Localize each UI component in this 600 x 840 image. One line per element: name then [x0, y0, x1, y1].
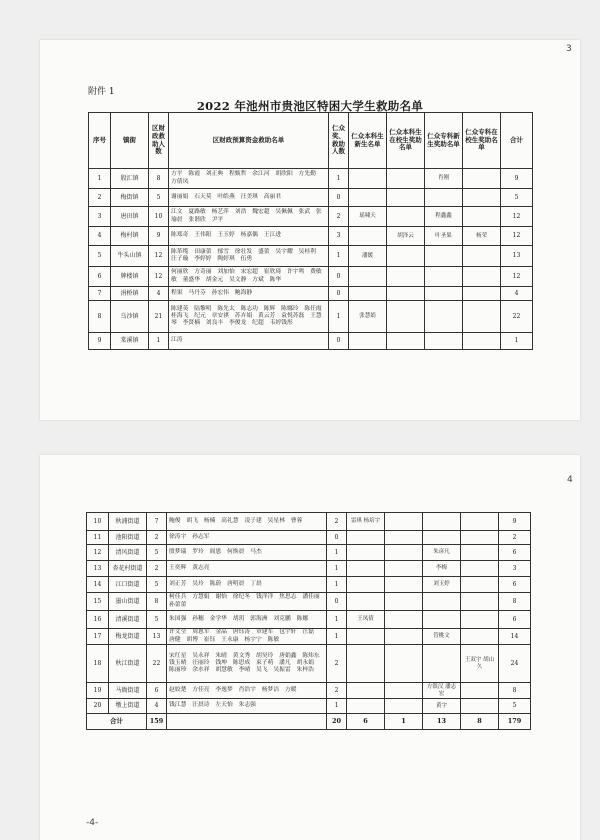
town-name: 马衙街道 — [109, 683, 147, 699]
table-row — [87, 513, 531, 531]
district-names: 江文 夏路敏 杨艺萍 刘浩 魏宏超 吴佩佩 张武 张瑜晨 张谐欣 尹平 — [169, 207, 329, 227]
town-name: 梅街镇 — [111, 189, 149, 207]
row-number: 5 — [89, 246, 111, 267]
district-count: 10 — [149, 207, 169, 227]
row-total: 24 — [499, 645, 531, 683]
undergrad-current — [385, 699, 423, 714]
undergrad-current — [385, 683, 423, 699]
row-number: 4 — [89, 227, 111, 246]
row-total: 6 — [499, 577, 531, 593]
undergrad-new — [349, 287, 387, 301]
row-number: 11 — [87, 531, 109, 545]
row-total: 13 — [501, 246, 533, 267]
table-row — [87, 545, 531, 561]
col-header-college-current: 仁众专科在校生奖助名单 — [463, 113, 501, 169]
district-names: 许文莹 周恩军 金晶 唐钰涛 章建军 包宇轩 汪磊 唐健 胡博 崔钰 王永康 杨宇宁 陈敏 — [167, 629, 327, 645]
district-names: 程果 马丹芬 孙宏伟 鲍海静 — [169, 287, 329, 301]
district-names: 宋红星 吴永祥 朱晴 黄文秀 胡昊玲 唐娟鑫 陈炜东 钱玉晴 汪丽玲 钱坤 陈思成 束子萌 潘凡 胡永娟 陈丽珍 余水祥 胡慧敏 李晴 吴飞 吴振雷 朱梓浩 — [167, 645, 327, 683]
district-names: 谢丽娟 石天莫 叶皓燕 汪美琪 高丽君 — [169, 189, 329, 207]
table-row — [87, 699, 531, 714]
town-name: 涓桥镇 — [111, 287, 149, 301]
town-name: 墩上街道 — [109, 699, 147, 714]
footer-page-number: -4- — [86, 818, 99, 828]
table-row — [89, 227, 533, 246]
town-name: 梅村镇 — [111, 227, 149, 246]
table-row — [89, 189, 533, 207]
district-names: 赵姣楚 方佳亮 李逸梦 肖浩宇 杨梦洁 方暖 — [167, 683, 327, 699]
college-new: 管桃文 — [423, 629, 461, 645]
town-name: 池阳街道 — [109, 531, 147, 545]
undergrad-new — [349, 267, 387, 287]
undergrad-new — [349, 333, 387, 350]
district-count: 5 — [147, 577, 167, 593]
college-current — [461, 531, 499, 545]
district-count: 4 — [147, 699, 167, 714]
district-names: 刘正芳 吴玲 陈蔚 唐明晨 丁晨 — [167, 577, 327, 593]
college-new: 方银汉 潘志宏 — [423, 683, 461, 699]
total-renzhong-count: 20 — [327, 714, 347, 730]
undergrad-current — [385, 645, 423, 683]
row-total: 1 — [501, 333, 533, 350]
college-new: 黄宇 — [423, 699, 461, 714]
town-name: 杏花村街道 — [109, 561, 147, 577]
undergrad-current — [387, 246, 425, 267]
document-page-2 — [40, 455, 580, 840]
undergrad-new — [347, 545, 385, 561]
district-count: 7 — [147, 513, 167, 531]
town-name: 秋江街道 — [109, 645, 147, 683]
college-new — [425, 301, 463, 333]
college-current — [463, 301, 501, 333]
undergrad-current — [387, 169, 425, 189]
town-name: 秋浦街道 — [109, 513, 147, 531]
college-new: 刘玉婷 — [423, 577, 461, 593]
row-total: 6 — [499, 611, 531, 629]
row-number: 6 — [89, 267, 111, 287]
district-count: 21 — [149, 301, 169, 333]
undergrad-new — [347, 629, 385, 645]
college-new — [425, 246, 463, 267]
undergrad-new: 张慧娟 — [349, 301, 387, 333]
undergrad-new — [349, 169, 387, 189]
renzhong-count: 2 — [327, 645, 347, 683]
table-row — [87, 531, 531, 545]
undergrad-new — [347, 593, 385, 611]
row-total: 8 — [499, 683, 531, 699]
college-new — [423, 531, 461, 545]
undergrad-current — [385, 513, 423, 531]
col-header-renzhong-count: 仁众奖、救助人数 — [329, 113, 349, 169]
row-number: 7 — [89, 287, 111, 301]
row-number: 1 — [89, 169, 111, 189]
college-current: 王双宇 胡山久 — [461, 645, 499, 683]
undergrad-current — [385, 561, 423, 577]
renzhong-count: 1 — [327, 545, 347, 561]
renzhong-count: 2 — [329, 207, 349, 227]
col-header-college-new: 仁众专科新生奖助名单 — [425, 113, 463, 169]
renzhong-count: 0 — [327, 593, 347, 611]
town-name: 江口街道 — [109, 577, 147, 593]
row-number: 3 — [89, 207, 111, 227]
col-header-undergrad-new: 仁众本科生新生名单 — [349, 113, 387, 169]
table-row — [89, 301, 533, 333]
table-row — [87, 629, 531, 645]
row-total: 6 — [499, 545, 531, 561]
undergrad-new — [347, 699, 385, 714]
college-current — [461, 699, 499, 714]
college-current — [461, 611, 499, 629]
college-current — [463, 189, 501, 207]
college-new: 肖刚 — [425, 169, 463, 189]
undergrad-current: 胡泽云 — [387, 227, 425, 246]
renzhong-count: 3 — [329, 227, 349, 246]
row-total: 8 — [499, 593, 531, 611]
college-current — [461, 545, 499, 561]
district-count: 12 — [149, 267, 169, 287]
undergrad-current — [387, 189, 425, 207]
undergrad-current — [385, 611, 423, 629]
district-names: 鲍俊 胡飞 杨楠 高礼慧 凌子建 吴星林 曹蓉 — [167, 513, 327, 531]
undergrad-new — [347, 577, 385, 593]
total-row — [87, 714, 531, 730]
district-names: 陈郑奇 王伟阳 王玉婷 杨嘉偶 王江进 — [169, 227, 329, 246]
district-count: 12 — [149, 246, 169, 267]
college-new — [423, 645, 461, 683]
district-count: 6 — [147, 683, 167, 699]
col-header-total: 合计 — [501, 113, 533, 169]
table-row — [87, 577, 531, 593]
table-row — [89, 169, 533, 189]
renzhong-count: 0 — [329, 333, 349, 350]
row-total: 12 — [501, 227, 533, 246]
total-undergrad-current: 1 — [385, 714, 423, 730]
table-row — [89, 246, 533, 267]
district-names: 何丽欣 方奇丽 刘加怡 宋宏超 崔欣琦 许宇鸣 费敏敏 董盛华 胡金元 吴文静 方斌 陈华 — [169, 267, 329, 287]
table-row — [89, 287, 533, 301]
table-row — [87, 611, 531, 629]
row-total: 12 — [501, 267, 533, 287]
district-names: 朱国强 孙穗 金学华 胡玥 郭海洲 刘克鹏 陈娜 — [167, 611, 327, 629]
town-name: 棠溪镇 — [111, 333, 149, 350]
row-number: 12 — [87, 545, 109, 561]
undergrad-current — [387, 207, 425, 227]
undergrad-current — [387, 301, 425, 333]
renzhong-count: 1 — [327, 699, 347, 714]
table-header-row — [89, 113, 533, 169]
town-name: 殷汇镇 — [111, 169, 149, 189]
total-label: 合计 — [87, 714, 147, 730]
renzhong-count: 1 — [329, 301, 349, 333]
undergrad-new: 潘媛 — [349, 246, 387, 267]
row-number: 14 — [87, 577, 109, 593]
row-number: 15 — [87, 593, 109, 611]
renzhong-count: 2 — [327, 683, 347, 699]
row-total: 3 — [499, 561, 531, 577]
college-new: 程鑫鑫 — [425, 207, 463, 227]
undergrad-new: 瑶啸天 — [349, 207, 387, 227]
town-name: 牌楼镇 — [111, 267, 149, 287]
undergrad-new — [347, 645, 385, 683]
town-name: 唐田镇 — [111, 207, 149, 227]
district-count: 5 — [147, 611, 167, 629]
renzhong-count: 1 — [329, 169, 349, 189]
renzhong-count: 0 — [329, 287, 349, 301]
renzhong-count: 1 — [327, 577, 347, 593]
college-current — [463, 333, 501, 350]
college-current — [463, 267, 501, 287]
district-count: 5 — [147, 545, 167, 561]
college-new — [425, 333, 463, 350]
row-number: 9 — [89, 333, 111, 350]
district-names: 陈建英 陆黎明 陈先太 陈志功 陈辉 陈娜玲 陈任霞 桂海飞 纪元 章安祺 苏卉娟 黄云芳 袁悦苏磊 王慧琴 李贤楠 刘良丰 李俊龙 纪超 韦婷钱彤 — [169, 301, 329, 333]
undergrad-new — [347, 683, 385, 699]
district-names: 王奕辉 黄志亮 — [167, 561, 327, 577]
row-total: 2 — [499, 531, 531, 545]
row-number: 2 — [89, 189, 111, 207]
row-total: 22 — [501, 301, 533, 333]
table-row — [89, 207, 533, 227]
table-row — [87, 645, 531, 683]
table-row — [87, 561, 531, 577]
row-number: 20 — [87, 699, 109, 714]
row-total: 12 — [501, 207, 533, 227]
district-count: 22 — [147, 645, 167, 683]
college-current — [461, 593, 499, 611]
college-current — [461, 561, 499, 577]
college-current — [461, 513, 499, 531]
total-college-new: 13 — [423, 714, 461, 730]
undergrad-current — [385, 545, 423, 561]
attachment-label: 附件 1 — [88, 87, 115, 97]
college-current — [463, 169, 501, 189]
college-current — [461, 577, 499, 593]
district-count: 1 — [149, 333, 169, 350]
page-number: 3 — [566, 44, 572, 54]
college-new: 李梅 — [423, 561, 461, 577]
town-name: 清溪街道 — [109, 611, 147, 629]
college-new — [425, 287, 463, 301]
total-undergrad-new: 6 — [347, 714, 385, 730]
col-header-undergrad-current: 仁众本科生在校生奖助名单 — [387, 113, 425, 169]
undergrad-new: 雷琪 杨培宇 — [347, 513, 385, 531]
college-new: 朱彦凡 — [423, 545, 461, 561]
town-name: 乌沙镇 — [111, 301, 149, 333]
row-number: 18 — [87, 645, 109, 683]
district-names: 徐涛宇 孙志军 — [167, 531, 327, 545]
undergrad-new — [349, 227, 387, 246]
college-new: 叶圣果 — [425, 227, 463, 246]
district-names: 钱江慧 汪晨诗 左天怡 朱志强 — [167, 699, 327, 714]
college-new — [423, 513, 461, 531]
college-current — [461, 683, 499, 699]
undergrad-current — [387, 267, 425, 287]
district-count: 13 — [147, 629, 167, 645]
undergrad-current — [385, 531, 423, 545]
row-total: 5 — [499, 699, 531, 714]
renzhong-count: 1 — [327, 561, 347, 577]
undergrad-current — [387, 287, 425, 301]
district-count: 8 — [147, 593, 167, 611]
undergrad-current — [385, 629, 423, 645]
district-names: 柯佳兵 方慧娟 谢怡 徐纪冬 钱洋洋 焦思志 潘佳丽 孙蕾蕾 — [167, 593, 327, 611]
row-total: 5 — [501, 189, 533, 207]
undergrad-new: 王凤倩 — [347, 611, 385, 629]
college-new — [425, 189, 463, 207]
district-count: 5 — [149, 189, 169, 207]
town-name: 清风街道 — [109, 545, 147, 561]
district-count: 4 — [149, 287, 169, 301]
district-names: 江涛 — [169, 333, 329, 350]
page-title: 2022 年池州市贵池区特困大学生救助名单 — [196, 99, 424, 113]
district-count: 9 — [149, 227, 169, 246]
row-total: 14 — [499, 629, 531, 645]
district-count: 8 — [149, 169, 169, 189]
col-header-district-names: 区财政预算资金救助名单 — [169, 113, 329, 169]
college-current — [461, 629, 499, 645]
total-college-current: 8 — [461, 714, 499, 730]
row-number: 17 — [87, 629, 109, 645]
page-number: 4 — [567, 475, 573, 485]
college-current — [463, 207, 501, 227]
grand-total: 179 — [499, 714, 531, 730]
undergrad-current — [387, 333, 425, 350]
aid-list-table — [88, 112, 533, 350]
undergrad-current — [385, 593, 423, 611]
renzhong-count: 0 — [327, 531, 347, 545]
district-names: 殷梦瑞 罗玲 阎恩 何焕晨 马杰 — [167, 545, 327, 561]
college-current: 杨荣 — [463, 227, 501, 246]
district-count: 2 — [147, 531, 167, 545]
renzhong-count: 2 — [327, 513, 347, 531]
renzhong-count: 1 — [329, 246, 349, 267]
aid-list-table-continued — [86, 512, 531, 730]
table-row — [89, 333, 533, 350]
col-header-town: 镇街 — [111, 113, 149, 169]
district-names: 陈革缆 田康蕾 郁雪 徐壮发 盛蕾 吴宇耀 吴桂利 汪子璇 李婷婷 陶婷琪 伍勇 — [169, 246, 329, 267]
college-new — [423, 593, 461, 611]
row-number: 19 — [87, 683, 109, 699]
col-header-district-count: 区财政救助人数 — [149, 113, 169, 169]
row-total: 9 — [501, 169, 533, 189]
document-page-1 — [40, 40, 580, 420]
undergrad-current — [385, 577, 423, 593]
college-current — [463, 287, 501, 301]
town-name: 牛头山镇 — [111, 246, 149, 267]
row-number: 16 — [87, 611, 109, 629]
table-row — [87, 593, 531, 611]
district-names: 方平 陈霞 刘正典 程甄哲 余江河 胡欣阳 方先勤 方倩凤 — [169, 169, 329, 189]
row-total: 9 — [499, 513, 531, 531]
renzhong-count: 0 — [329, 267, 349, 287]
row-number: 8 — [89, 301, 111, 333]
renzhong-count: 1 — [327, 611, 347, 629]
college-current — [463, 246, 501, 267]
undergrad-new — [349, 189, 387, 207]
undergrad-new — [347, 561, 385, 577]
total-district-count: 159 — [147, 714, 167, 730]
college-new — [423, 611, 461, 629]
total-names-empty — [167, 714, 327, 730]
renzhong-count: 1 — [327, 629, 347, 645]
row-total: 4 — [501, 287, 533, 301]
table-row — [87, 683, 531, 699]
table-row — [89, 267, 533, 287]
college-new — [425, 267, 463, 287]
row-number: 10 — [87, 513, 109, 531]
district-count: 2 — [147, 561, 167, 577]
town-name: 梅龙街道 — [109, 629, 147, 645]
col-header-no: 序号 — [89, 113, 111, 169]
row-number: 13 — [87, 561, 109, 577]
undergrad-new — [347, 531, 385, 545]
renzhong-count: 0 — [329, 189, 349, 207]
town-name: 墨山街道 — [109, 593, 147, 611]
